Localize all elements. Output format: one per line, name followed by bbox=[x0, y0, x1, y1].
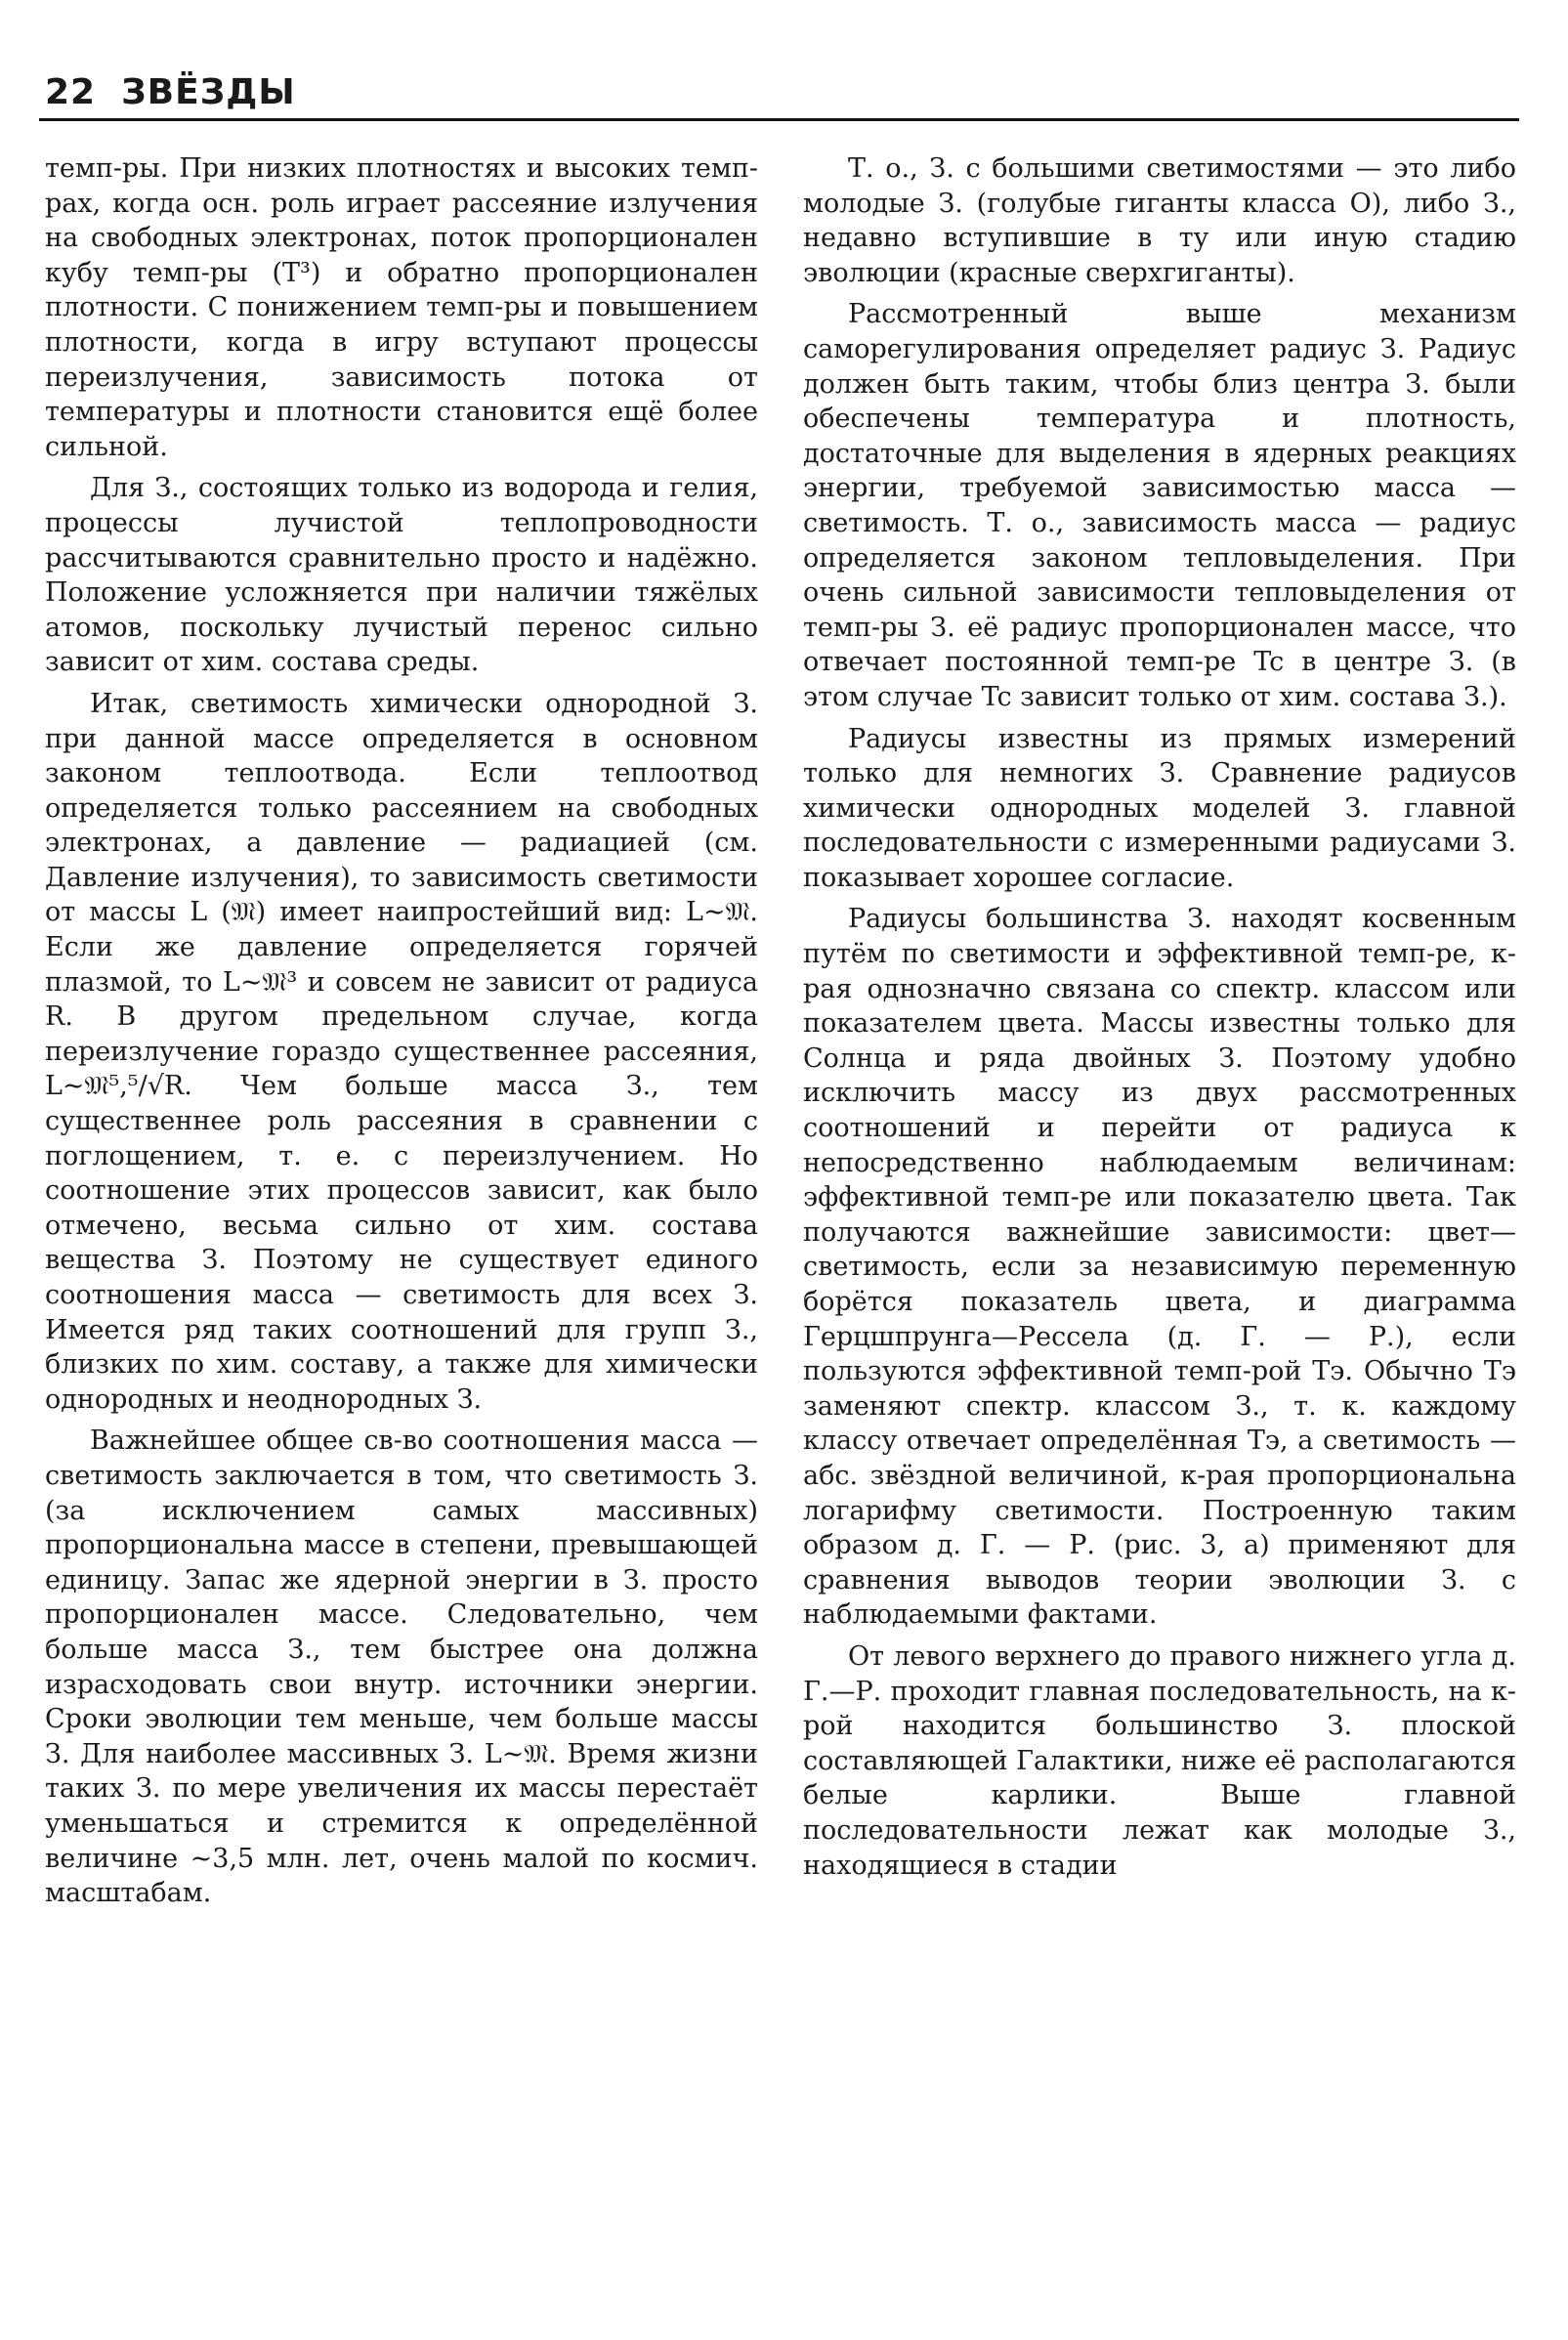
paragraph: Т. о., З. с большими светимостями — это либо молодые З. (голубые гиганты класса О), либо З., недавно вступившие в ту или иную стадию эволюции (красные сверхгиганты). bbox=[803, 153, 1516, 288]
paragraph: Рассмотренный выше механизм саморегулирования определяет радиус З. Радиус должен быть таким, чтобы близ центра З. были обеспечены температура и плотность, достаточные для выделения в ядерных реакциях энергии, требуемой зависимостью масса — светимость. Т. о., зависимость масса — радиус определяется законом тепловыделения. При очень сильной зависимости тепловыделения от темп-ры З. её радиус пропорционален массе, что отвечает постоянной темп-ре Tc в центре З. (в этом случае Tc зависит только от хим. состава З.). bbox=[803, 299, 1516, 712]
paragraph: Для З., состоящих только из водорода и гелия, процессы лучистой теплопроводности рассчитываются сравнительно просто и надёжно. Положение усложняется при наличии тяжёлых атомов, поскольку лучистый перенос сильно зависит от хим. состава среды. bbox=[45, 473, 758, 678]
left-column bbox=[45, 151, 758, 1918]
running-title: ЗВЁЗДЫ bbox=[121, 72, 296, 112]
paragraph: Радиусы большинства З. находят косвенным путём по светимости и эффективной темп-ре, к-рая однозначно связана со спектр. классом или показателем цвета. Массы известны только для Солнца и ряда двойных З. Поэтому удобно исключить массу из двух рассмотренных соотношений и перейти от радиуса к непосредственно наблюдаемым величинам: эффективной темп-ре или показателю цвета. Так получаются важнейшие зависимости: цвет—светимость, если за независимую переменную борётся показатель цвета, и диаграмма Герцшпрунга—Рессела (д. Г. — Р.), если пользуются эффективной темп-рой Tэ. Обычно Tэ заменяют спектр. классом З., т. к. каждому классу отвечает определённая Tэ, а светимость — абс. звёздной величиной, к-рая пропорциональна логарифму светимости. Построенную таким образом д. Г. — Р. (рис. 3, а) применяют для сравнения выводов теории эволюции З. с наблюдаемыми фактами. bbox=[803, 904, 1516, 1631]
page-header bbox=[39, 61, 1519, 121]
paragraph: темп-ры. При низких плотностях и высоких темп-рах, когда осн. роль играет рассеяние излучения на свободных электронах, поток пропорционален кубу темп-ры (T³) и обратно пропорционален плотности. С понижением темп-ры и повышением плотности, когда в игру вступают процессы переизлучения, зависимость потока от температуры и плотности становится ещё более сильной. bbox=[45, 153, 758, 462]
paragraph: Радиусы известны из прямых измерений только для немногих З. Сравнение радиусов химически однородных моделей З. главной последовательности с измеренными радиусами З. показывает хорошее согласие. bbox=[803, 723, 1516, 893]
paragraph: От левого верхнего до правого нижнего угла д. Г.—Р. проходит главная последовательность, на к-рой находится большинство З. плоской составляющей Галактики, ниже её располагаются белые карлики. Выше главной последовательности лежат как молодые З., находящиеся в стадии bbox=[803, 1640, 1516, 1881]
paragraph: Итак, светимость химически однородной З. при данной массе определяется в основном законом теплоотвода. Если теплоотвод определяется только рассеянием на свободных электронах, а давление — радиацией (см. Давление излучения), то зависимость светимости от массы L (𝔐) имеет наипростейший вид: L∼𝔐. Если же давление определяется горячей плазмой, то L∼𝔐³ и совсем не зависит от радиуса R. В другом предельном случае, когда переизлучение гораздо существеннее рассеяния, L∼𝔐⁵,⁵/√R. Чем больше масса З., тем существеннее роль рассеяния в сравнении с поглощением, т. е. с переизлучением. Но соотношение этих процессов зависит, как было отмечено, весьма сильно от хим. состава вещества З. Поэтому не существует единого соотношения масса — светимость для всех З. Имеется ряд таких соотношений для групп З., близких по хим. составу, а также для химически однородных и неоднородных З. bbox=[45, 688, 758, 1415]
right-column bbox=[803, 151, 1516, 1890]
paragraph: Важнейшее общее св-во соотношения масса — светимость заключается в том, что светимость З.(за исключением самых массивных) пропорциональна массе в степени, превышающей единицу. Запас же ядерной энергии в З. просто пропорционален массе. Следовательно, чем больше масса З., тем быстрее она должна израсходовать свои внутр. источники энергии. Сроки эволюции тем меньше, чем больше массы З. Для наиболее массивных З. L∼𝔐. Время жизни таких З. по мере увеличения их массы перестаёт уменьшаться и стремится к определённой величине ∼3,5 млн. лет, очень малой по космич. масштабам. bbox=[45, 1425, 758, 1909]
page-number: 22 bbox=[45, 72, 97, 112]
